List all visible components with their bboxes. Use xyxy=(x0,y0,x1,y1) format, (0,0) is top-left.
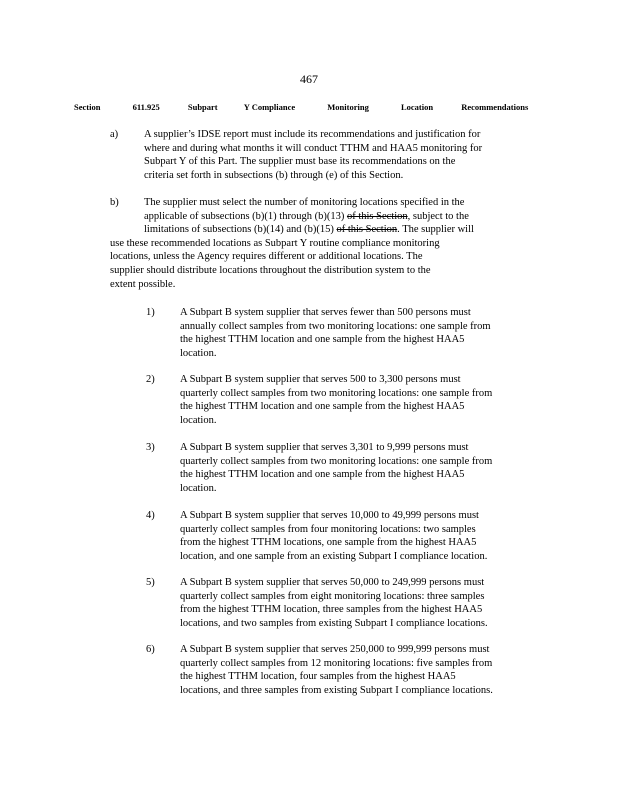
text-line xyxy=(144,223,474,237)
item-b4-label: 4) xyxy=(146,510,155,521)
text-line: A Subpart B system supplier that serves 500 to 3,300 persons must xyxy=(180,374,461,385)
text-line: location. xyxy=(180,414,217,426)
text-line: from the highest TTHM locations, one sample from the highest HAA5 xyxy=(180,537,477,549)
section-heading xyxy=(74,102,528,112)
text-line: from the highest TTHM location, three samples from the highest HAA5 xyxy=(180,604,483,616)
text-line: locations, unless the Agency requires different or additional locations. The xyxy=(110,251,423,263)
text-line: A Subpart B system supplier that serves 250,000 to 999,999 persons must xyxy=(180,644,490,655)
text-line: locations, and two samples from existing Subpart I compliance locations. xyxy=(180,617,488,629)
text-line: the highest TTHM location, four samples from the highest HAA5 xyxy=(180,671,456,683)
section-label: Section xyxy=(74,102,101,112)
text-line: A Subpart B system supplier that serves 50,000 to 249,999 persons must xyxy=(180,577,485,588)
item-b6-text xyxy=(180,643,493,697)
text-line: Subpart Y of this Part. The supplier must base its recommendations on the xyxy=(144,156,456,168)
section-title: Y Compliance xyxy=(243,102,296,112)
item-b5-label: 5) xyxy=(146,577,155,588)
subsection-b-text-continued xyxy=(110,237,440,291)
text-run: , subject to the xyxy=(407,210,469,222)
subsection-b-text xyxy=(144,196,474,237)
text-line: The supplier must select the number of monitoring locations specified in the xyxy=(144,197,465,208)
text-line: A Subpart B system supplier that serves 3,301 to 9,999 persons must xyxy=(180,442,469,453)
text-line: quarterly collect samples from two monitoring locations: one sample from xyxy=(180,387,493,399)
subpart-label: Subpart xyxy=(187,102,218,112)
text-run: applicable of subsections (b)(1) through (b)(13) xyxy=(144,210,345,222)
text-line: locations, and three samples from existing Subpart I compliance locations. xyxy=(180,684,493,696)
item-b6-label: 6) xyxy=(146,644,155,655)
item-b5-text xyxy=(180,576,488,630)
text-line: supplier should distribute locations throughout the distribution system to the xyxy=(110,264,431,276)
subsection-a-text xyxy=(144,128,482,182)
text-line: location. xyxy=(180,347,217,359)
text-line: quarterly collect samples from four monitoring locations: two samples xyxy=(180,523,476,535)
item-b2-text xyxy=(180,373,492,427)
deleted-text: of this Section xyxy=(336,224,398,236)
text-line: quarterly collect samples from eight monitoring locations: three samples xyxy=(180,590,485,602)
text-line: the highest TTHM location and one sample from the highest HAA5 xyxy=(180,401,465,413)
text-line: quarterly collect samples from two monitoring locations: one sample from xyxy=(180,455,493,467)
text-line: criteria set forth in subsections (b) through (e) of this Section. xyxy=(144,169,404,181)
item-b2-label: 2) xyxy=(146,374,155,385)
item-b1-text xyxy=(180,306,491,360)
text-line: the highest TTHM location and one sample from the highest HAA5 xyxy=(180,334,465,346)
text-line: A Subpart B system supplier that serves 10,000 to 49,999 persons must xyxy=(180,510,479,521)
subsection-b-label: b) xyxy=(110,197,119,208)
text-line: where and during what months it will conduct TTHM and HAA5 monitoring for xyxy=(144,142,483,154)
text-line xyxy=(144,210,474,224)
item-b1-label: 1) xyxy=(146,307,155,318)
item-b4-text xyxy=(180,509,487,563)
text-line: location, and one sample from an existing Subpart I compliance location. xyxy=(180,550,488,562)
text-line: extent possible. xyxy=(110,278,176,290)
text-line: A Subpart B system supplier that serves fewer than 500 persons must xyxy=(180,307,471,318)
text-line: use these recommended locations as Subpart Y routine compliance monitoring xyxy=(110,237,440,249)
deleted-text: of this Section xyxy=(346,210,408,222)
section-number: 611.925 xyxy=(132,102,160,112)
subsection-a-label: a) xyxy=(110,129,119,140)
item-b3-label: 3) xyxy=(146,442,155,453)
text-line: A supplier’s IDSE report must include its recommendations and justification for xyxy=(144,129,481,140)
text-run: limitations of subsections (b)(14) and (b)(15) xyxy=(144,224,334,236)
text-line: location. xyxy=(180,482,217,494)
section-title-word-recommendations: Recommendations xyxy=(461,102,529,112)
item-b3-text xyxy=(180,441,492,495)
text-line: the highest TTHM location and one sample from the highest HAA5 xyxy=(180,469,465,481)
section-title-word-location: Location xyxy=(400,102,434,112)
text-line: quarterly collect samples from 12 monitoring locations: five samples from xyxy=(180,657,493,669)
section-title-word-monitoring: Monitoring xyxy=(327,102,369,112)
text-run: . The supplier will xyxy=(397,224,474,236)
text-line: annually collect samples from two monitoring locations: one sample from xyxy=(180,320,491,332)
page-number: 467 xyxy=(300,72,318,86)
